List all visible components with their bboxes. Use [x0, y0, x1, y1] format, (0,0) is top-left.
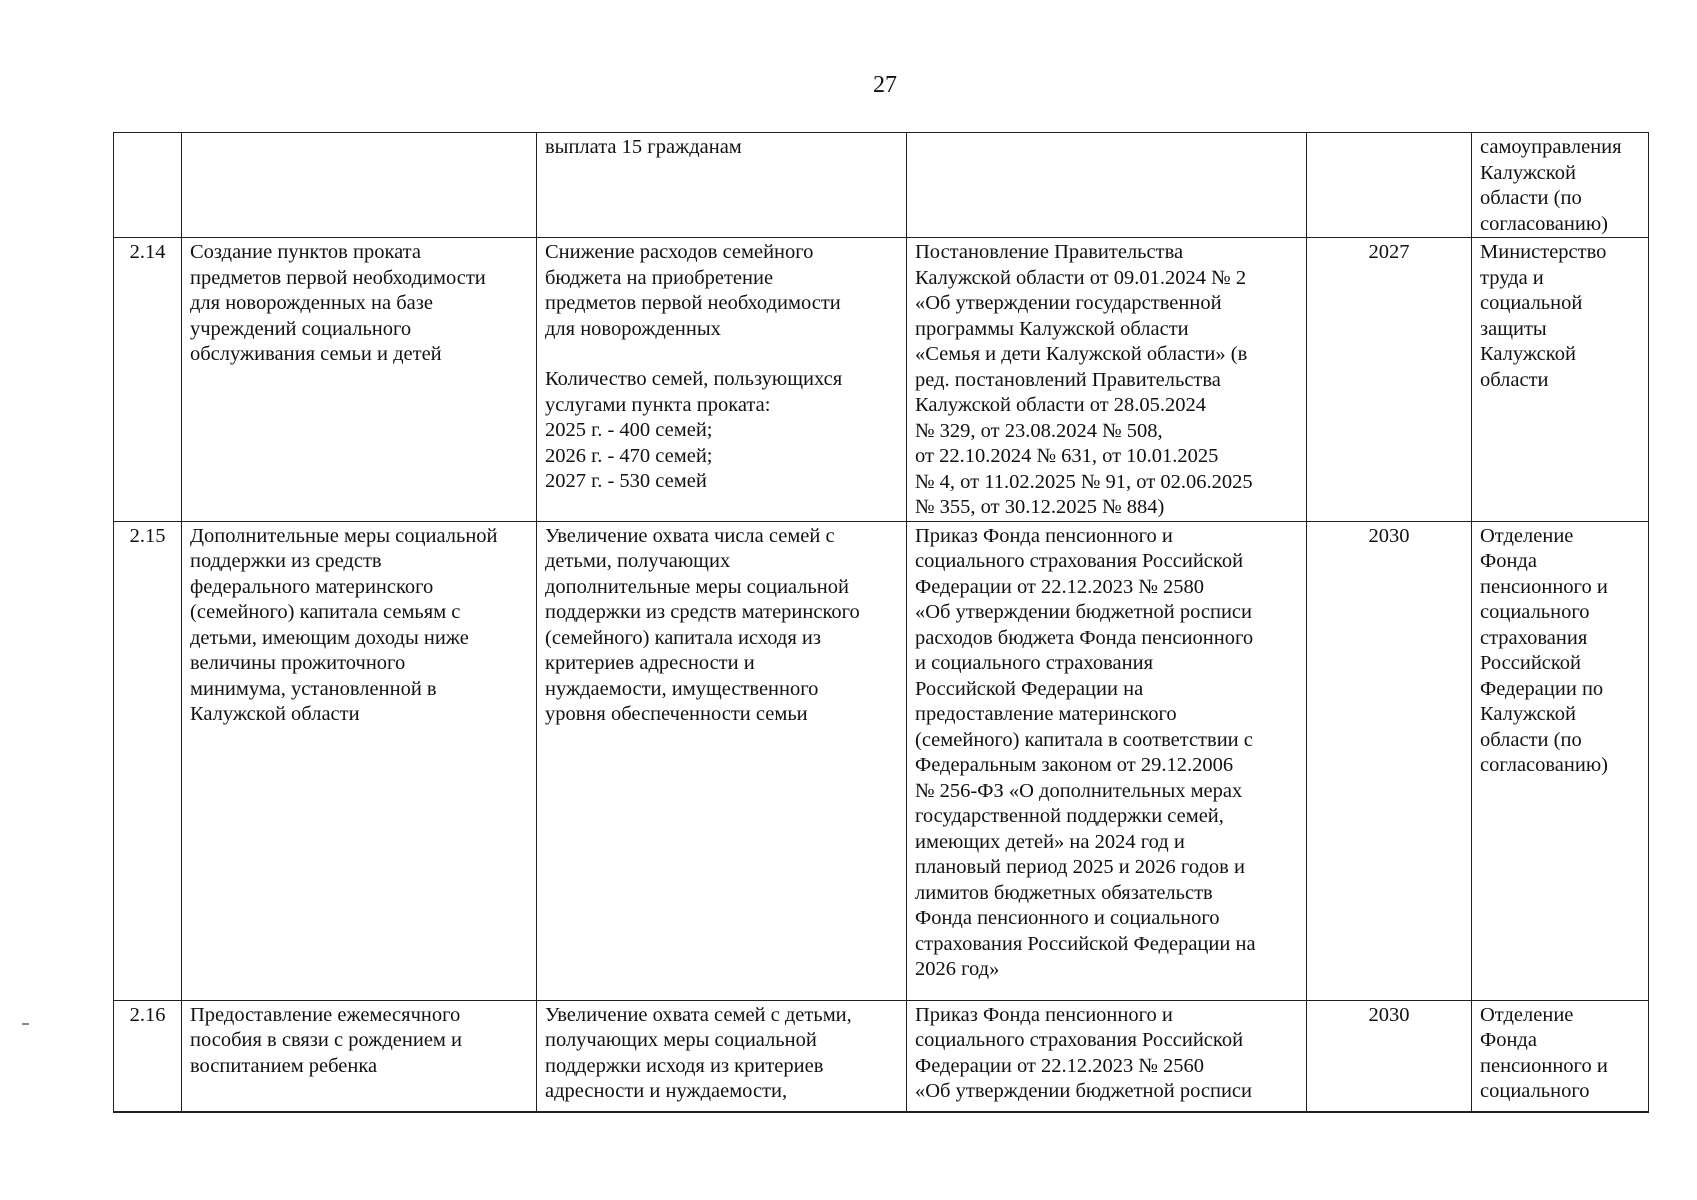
cell-year: 2030 [1307, 1000, 1472, 1112]
text-line: 2026 год» [915, 958, 1000, 980]
text-line: Калужской [1480, 161, 1576, 184]
text-line: 2025 г. - 400 семей; [545, 419, 713, 441]
text-line: Калужской области от 09.01.2024 № 2 [915, 266, 1247, 289]
text-line: ред. постановлений Правительства [915, 368, 1221, 391]
margin-mark [22, 1023, 29, 1025]
text-line: предоставление материнского [915, 703, 1177, 725]
text-line: области (по [1480, 728, 1582, 751]
table-body [114, 133, 1649, 1113]
text-line: величины прожиточного [190, 652, 406, 674]
cell-basis [907, 133, 1307, 238]
row-number [114, 133, 182, 238]
cell-year [1307, 133, 1472, 238]
text-line: Постановление Правительства [915, 241, 1184, 263]
text-line: Федеральным законом от 29.12.2006 [915, 754, 1234, 776]
text-line: Российской [1480, 652, 1582, 674]
text-line: № 256-ФЗ «О дополнительных мерах [915, 779, 1243, 802]
text-line: Калужской области [190, 703, 360, 725]
text-line: адресности и нуждаемости, [545, 1080, 788, 1102]
text-line: имеющих детей» на 2024 год и [915, 830, 1185, 853]
table-row [114, 521, 1649, 1000]
cell-year: 2030 [1307, 521, 1472, 1000]
text-line: получающих меры социальной [545, 1029, 817, 1051]
text-line: области [1480, 368, 1549, 391]
text-line: Фонда пенсионного и социального [915, 907, 1220, 929]
text-line: (семейного) капитала в соответствии с [915, 728, 1253, 751]
text-line: № 4, от 11.02.2025 № 91, от 02.06.2025 [915, 470, 1253, 493]
text-line: пенсионного и [1480, 575, 1608, 598]
text-line: учреждений социального [190, 317, 412, 340]
text-line: детьми, имеющим доходы ниже [190, 626, 469, 649]
text-line: (семейного) капитала исходя из [545, 626, 821, 649]
text-line: социального [1480, 601, 1590, 623]
text-line: социального страхования Российской [915, 1029, 1244, 1051]
text-line: выплата 15 гражданам [545, 136, 742, 158]
text-line: нуждаемости, имущественного [545, 677, 819, 700]
row-number: 2.15 [114, 521, 182, 1000]
text-line: предметов первой необходимости [190, 266, 486, 289]
text-line: социального [1480, 1080, 1590, 1102]
cell-result [537, 1000, 907, 1112]
text-line: № 355, от 30.12.2025 № 884) [915, 496, 1165, 518]
cell-year: 2027 [1307, 238, 1472, 522]
cell-result [537, 521, 907, 1000]
text-line: и социального страхования [915, 652, 1153, 674]
cell-basis [907, 1000, 1307, 1112]
text-line: (семейного) капитала семьям с [190, 601, 461, 623]
text-line: от 22.10.2024 № 631, от 10.01.2025 [915, 445, 1219, 467]
table-row [114, 133, 1649, 238]
text-line: детьми, получающих [545, 550, 731, 572]
text-line: самоуправления [1480, 136, 1622, 158]
text-line: № 329, от 23.08.2024 № 508, [915, 419, 1163, 442]
row-number: 2.14 [114, 238, 182, 522]
text-line: Федерации по [1480, 677, 1604, 700]
text-line: области (по [1480, 187, 1582, 209]
text-line: Фонда [1480, 1029, 1537, 1051]
cell-executor [1472, 521, 1649, 1000]
text-line: обслуживания семьи и детей [190, 343, 442, 365]
text-line: уровня обеспеченности семьи [545, 703, 808, 725]
text-line: Приказ Фонда пенсионного и [915, 524, 1173, 547]
text-line: дополнительные меры социальной [545, 575, 849, 598]
table-row [114, 1000, 1649, 1112]
text-line: лимитов бюджетных обязательств [915, 881, 1213, 904]
text-line: страхования Российской Федерации на [915, 932, 1256, 955]
text-line: критериев адресности и [545, 652, 755, 674]
text-line: 2027 г. - 530 семей [545, 470, 707, 492]
cell-result [537, 238, 907, 522]
text-line: федерального материнского [190, 575, 434, 598]
text-line: согласованию) [1480, 212, 1608, 235]
text-line: труда и [1480, 266, 1544, 289]
text-line: программы Калужской области [915, 317, 1189, 340]
text-line: пособия в связи с рождением и [190, 1029, 462, 1051]
cell-measure [182, 238, 537, 522]
text-line: «Об утверждении государственной [915, 292, 1222, 314]
text-line: Снижение расходов семейного [545, 241, 814, 263]
cell-measure [182, 1000, 537, 1112]
text-line: «Об утверждении бюджетной росписи [915, 1080, 1252, 1102]
text-line: поддержки исходя из критериев [545, 1054, 824, 1077]
text-line: Увеличение охвата семей с детьми, [545, 1003, 852, 1026]
text-line: поддержки из средств [190, 550, 382, 572]
measures-table [113, 132, 1649, 1113]
row-number: 2.16 [114, 1000, 182, 1112]
text-line: Предоставление ежемесячного [190, 1003, 461, 1026]
text-line: расходов бюджета Фонда пенсионного [915, 626, 1254, 649]
text-line: Федерации от 22.12.2023 № 2560 [915, 1054, 1205, 1077]
cell-executor [1472, 238, 1649, 522]
text-line: Отделение [1480, 524, 1574, 547]
text-line: Дополнительные меры социальной [190, 524, 498, 547]
cell-basis [907, 521, 1307, 1000]
table-row [114, 238, 1649, 522]
text-line: «Семья и дети Калужской области» (в [915, 343, 1248, 365]
text-line: пенсионного и [1480, 1054, 1608, 1077]
text-line: поддержки из средств материнского [545, 601, 860, 623]
text-line: Федерации от 22.12.2023 № 2580 [915, 575, 1205, 598]
text-line: воспитанием ребенка [190, 1054, 378, 1077]
text-line: плановый период 2025 и 2026 годов и [915, 856, 1245, 878]
text-line: Калужской [1480, 703, 1576, 725]
text-line: Создание пунктов проката [190, 241, 421, 263]
text-line: социального страхования Российской [915, 550, 1244, 572]
text-line: Российской Федерации на [915, 677, 1144, 700]
text-line: предметов первой необходимости [545, 292, 841, 314]
cell-basis [907, 238, 1307, 522]
cell-executor [1472, 1000, 1649, 1112]
text-line: Калужской области от 28.05.2024 [915, 394, 1207, 416]
cell-executor [1472, 133, 1649, 238]
text-line: 2026 г. - 470 семей; [545, 444, 713, 467]
cell-result [537, 133, 907, 238]
text-line: для новорожденных [545, 317, 721, 340]
text-line: Приказ Фонда пенсионного и [915, 1003, 1173, 1026]
text-line: государственной поддержки семей, [915, 805, 1224, 827]
text-line: Количество семей, пользующихся [545, 368, 843, 390]
text-line: бюджета на приобретение [545, 266, 774, 289]
text-line: «Об утверждении бюджетной росписи [915, 601, 1252, 623]
text-line: Калужской [1480, 343, 1576, 365]
text-line: Министерство [1480, 241, 1607, 263]
paragraph-gap [545, 342, 898, 367]
cell-measure [182, 133, 537, 238]
cell-measure [182, 521, 537, 1000]
text-line: защиты [1480, 317, 1547, 340]
text-line: Фонда [1480, 550, 1537, 572]
text-line: Увеличение охвата числа семей с [545, 524, 835, 547]
text-line: услугами пункта проката: [545, 393, 771, 416]
text-line: Отделение [1480, 1003, 1574, 1026]
text-line: социальной [1480, 292, 1583, 314]
text-line: согласованию) [1480, 754, 1608, 776]
text-line: для новорожденных на базе [190, 292, 433, 314]
text-line: минимума, установленной в [190, 677, 437, 700]
page-number: 27 [873, 72, 897, 98]
text-line: страхования [1480, 626, 1588, 649]
